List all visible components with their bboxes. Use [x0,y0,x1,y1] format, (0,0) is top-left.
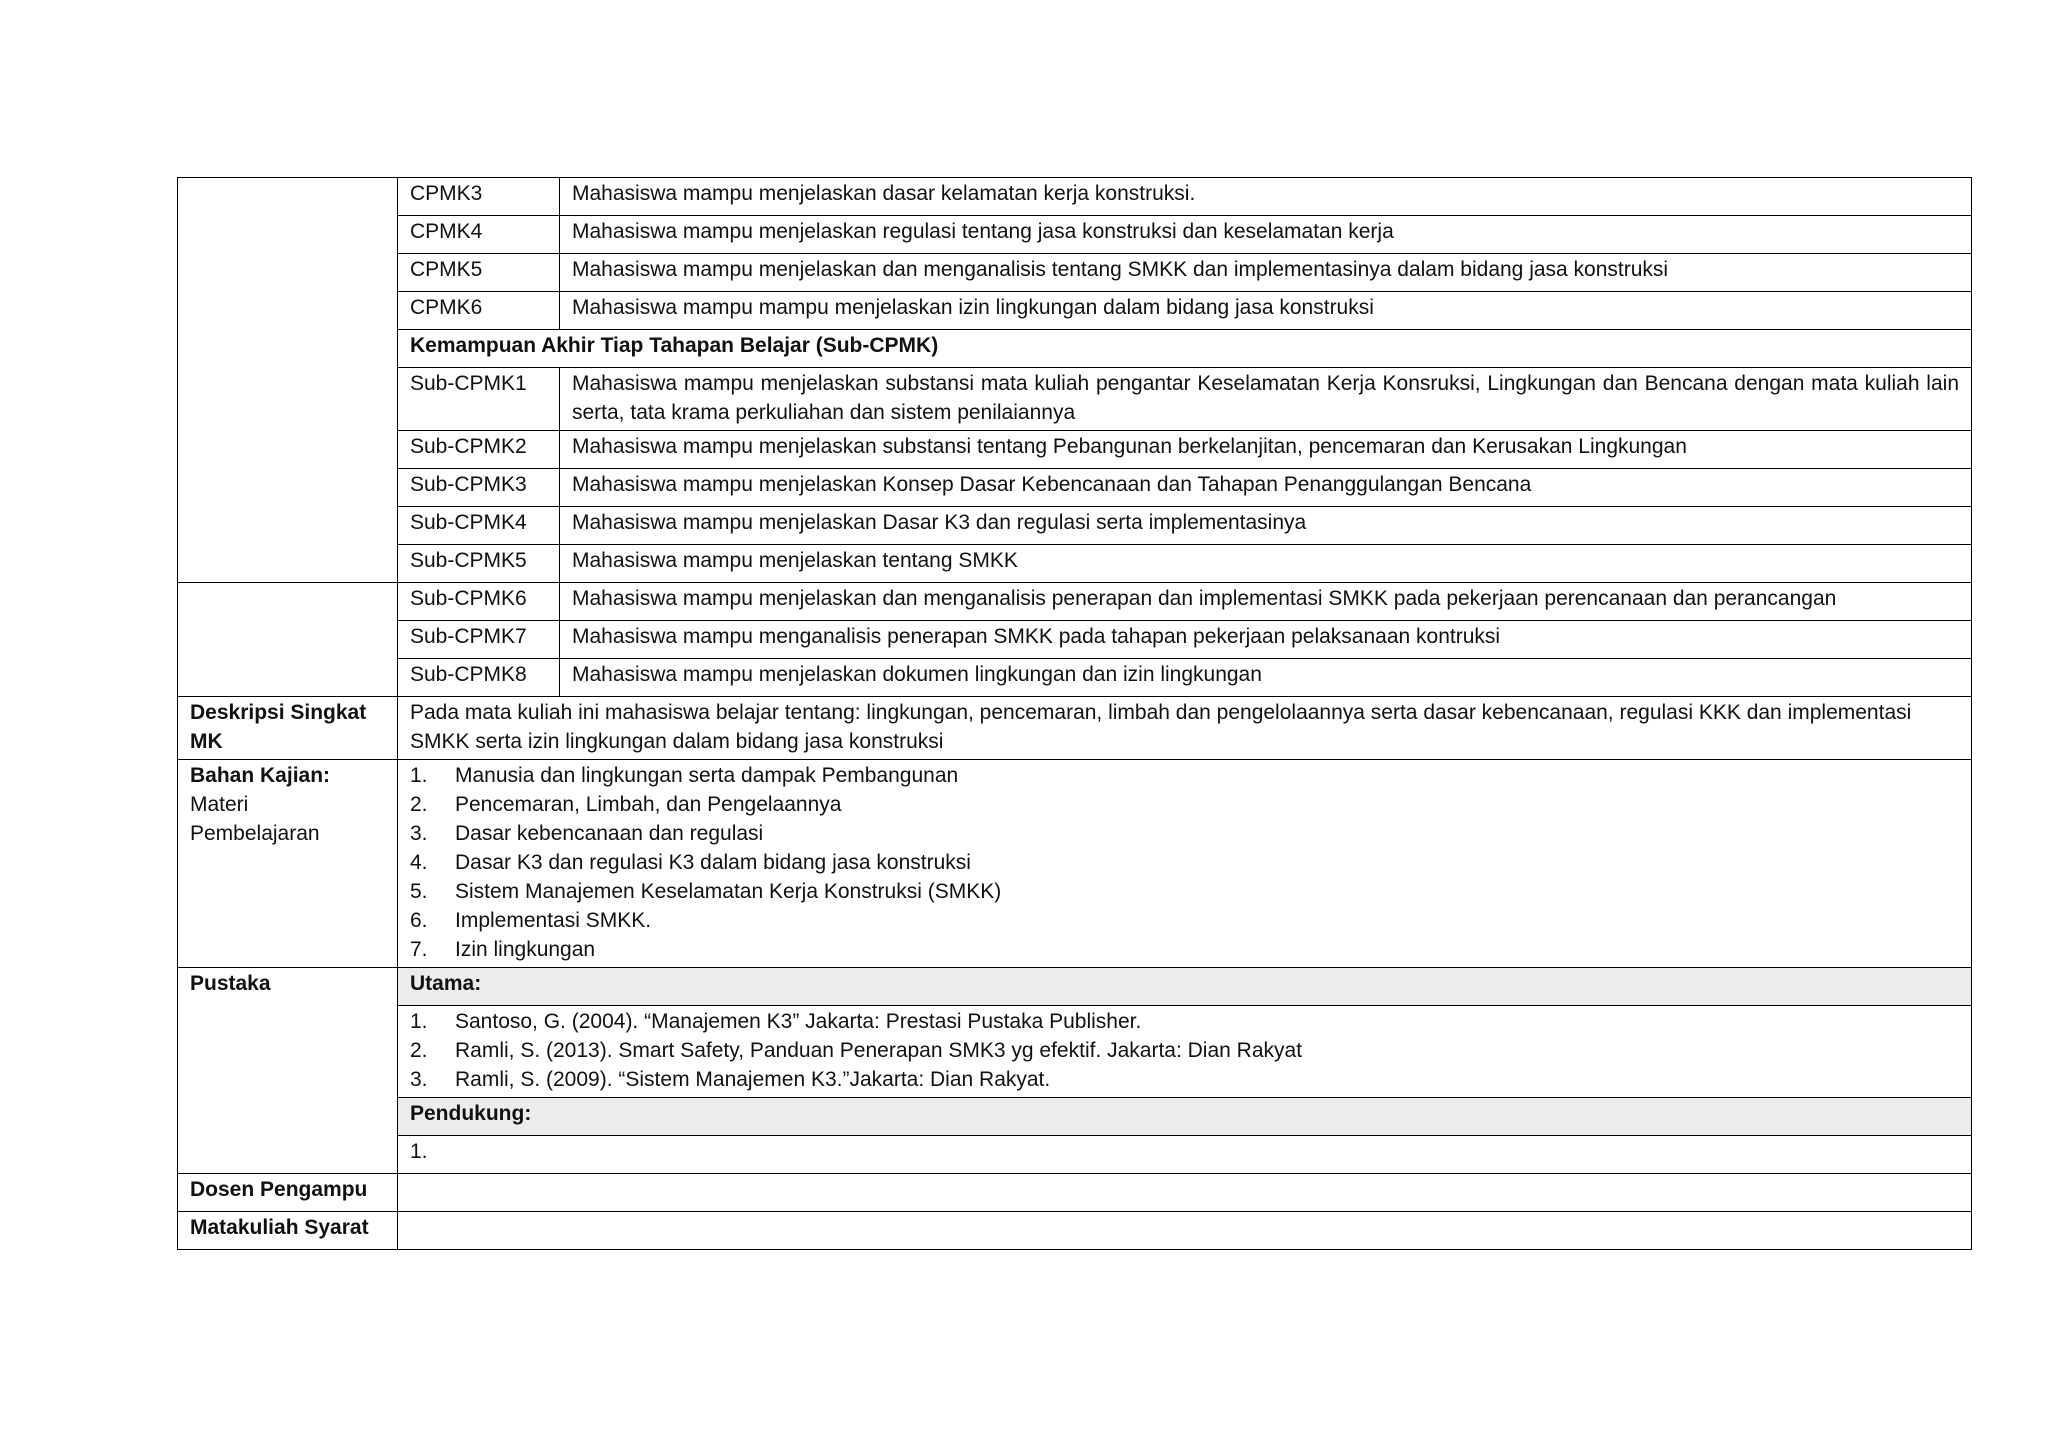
left-label-cell-empty [178,583,398,697]
pustaka-utama-row [178,1006,1972,1098]
pustaka-pendukung-content [398,1136,1972,1174]
sub-cpmk-text: Mahasiswa mampu menjelaskan substansi mata kuliah pengantar Keselamatan Kerja Konsruksi, Lingkungan dan Bencana dengan mata kuliah lain serta, tata krama perkuliahan dan sistem penilaiannya [560,368,1972,431]
cpmk-text: Mahasiswa mampu mampu menjelaskan izin lingkungan dalam bidang jasa konstruksi [560,292,1972,330]
deskripsi-label-line1: Deskripsi Singkat [190,701,367,724]
list-item [410,906,1959,935]
list-text: Dasar K3 dan regulasi K3 dalam bidang jasa konstruksi [455,851,971,874]
dosen-value [398,1174,1972,1212]
bahan-kajian-label-line2: Materi [190,793,249,816]
list-item [410,1036,1959,1065]
list-item [410,935,1959,964]
cpmk-row [178,216,1972,254]
sub-cpmk-code: Sub-CPMK8 [398,659,560,697]
list-number: 1. [410,1140,428,1163]
left-label-cell-empty [178,178,398,583]
bahan-kajian-label-line3: Pembelajaran [190,822,320,845]
list-text: Santoso, G. (2004). “Manajemen K3” Jakarta: Prestasi Pustaka Publisher. [455,1010,1142,1033]
list-text: Ramli, S. (2013). Smart Safety, Panduan Penerapan SMK3 yg efektif. Jakarta: Dian Rakyat [455,1039,1303,1062]
cpmk-text: Mahasiswa mampu menjelaskan dan menganalisis tentang SMKK dan implementasinya dalam bidang jasa konstruksi [560,254,1972,292]
sub-cpmk-text: Mahasiswa mampu menjelaskan dokumen lingkungan dan izin lingkungan [560,659,1972,697]
list-number: 2. [410,1039,428,1062]
list-number: 2. [410,793,428,816]
list-item [410,1007,1959,1036]
list-number: 3. [410,822,428,845]
sub-cpmk-code: Sub-CPMK6 [398,583,560,621]
pustaka-pendukung-heading-row [178,1098,1972,1136]
bahan-kajian-label [178,760,398,968]
cpmk-row [178,292,1972,330]
deskripsi-label [178,697,398,760]
sub-cpmk-code: Sub-CPMK7 [398,621,560,659]
bahan-kajian-row [178,760,1972,968]
list-text: Ramli, S. (2009). “Sistem Manajemen K3.”Jakarta: Dian Rakyat. [455,1068,1051,1091]
syarat-row [178,1212,1972,1250]
cpmk-code: CPMK6 [398,292,560,330]
list-number: 6. [410,909,428,932]
deskripsi-row [178,697,1972,760]
cpmk-row [178,254,1972,292]
cpmk-code: CPMK3 [398,178,560,216]
list-item [410,1137,1959,1166]
list-item [410,761,1959,790]
pustaka-label: Pustaka [178,968,398,1174]
pustaka-pendukung-list [410,1137,1959,1166]
syarat-label: Matakuliah Syarat [178,1212,398,1250]
list-number: 3. [410,1068,428,1091]
sub-cpmk-row [178,659,1972,697]
pustaka-pendukung-row [178,1136,1972,1174]
list-item [410,877,1959,906]
list-item [410,1065,1959,1094]
pustaka-pendukung-heading: Pendukung: [398,1098,1972,1136]
sub-cpmk-code: Sub-CPMK5 [398,545,560,583]
sub-cpmk-row [178,583,1972,621]
sub-cpmk-text: Mahasiswa mampu menjelaskan Konsep Dasar Kebencanaan dan Tahapan Penanggulangan Bencana [560,469,1972,507]
pustaka-utama-heading: Utama: [398,968,1972,1006]
cpmk-code: CPMK5 [398,254,560,292]
list-item [410,848,1959,877]
cpmk-text: Mahasiswa mampu menjelaskan regulasi tentang jasa konstruksi dan keselamatan kerja [560,216,1972,254]
pustaka-utama-list [410,1007,1959,1094]
sub-cpmk-text: Mahasiswa mampu menganalisis penerapan SMKK pada tahapan pekerjaan pelaksanaan kontruksi [560,621,1972,659]
cpmk-text: Mahasiswa mampu menjelaskan dasar kelamatan kerja konstruksi. [560,178,1972,216]
pustaka-utama-content [398,1006,1972,1098]
deskripsi-label-line2: MK [190,730,223,753]
sub-cpmk-text: Mahasiswa mampu menjelaskan dan menganalisis penerapan dan implementasi SMKK pada pekerjaan perencanaan dan perancangan [560,583,1972,621]
pustaka-utama-heading-row [178,968,1972,1006]
sub-cpmk-row [178,368,1972,431]
list-text: Manusia dan lingkungan serta dampak Pembangunan [455,764,959,787]
sub-cpmk-heading: Kemampuan Akhir Tiap Tahapan Belajar (Sub-CPMK) [398,330,1972,368]
sub-cpmk-row [178,507,1972,545]
list-text: Izin lingkungan [455,938,596,961]
list-number: 5. [410,880,428,903]
dosen-label: Dosen Pengampu [178,1174,398,1212]
sub-cpmk-code: Sub-CPMK4 [398,507,560,545]
list-number: 7. [410,938,428,961]
dosen-row [178,1174,1972,1212]
list-text: Pencemaran, Limbah, dan Pengelaannya [455,793,842,816]
sub-cpmk-code: Sub-CPMK1 [398,368,560,431]
sub-cpmk-text: Mahasiswa mampu menjelaskan Dasar K3 dan regulasi serta implementasinya [560,507,1972,545]
cpmk-row [178,178,1972,216]
cpmk-code: CPMK4 [398,216,560,254]
bahan-kajian-content [398,760,1972,968]
list-number: 1. [410,1010,428,1033]
list-number: 1. [410,764,428,787]
course-plan-table [177,177,1972,1250]
sub-cpmk-text: Mahasiswa mampu menjelaskan tentang SMKK [560,545,1972,583]
list-text: Sistem Manajemen Keselamatan Kerja Konstruksi (SMKK) [455,880,1002,903]
sub-cpmk-heading-row [178,330,1972,368]
list-item [410,819,1959,848]
list-number: 4. [410,851,428,874]
sub-cpmk-row [178,621,1972,659]
deskripsi-text: Pada mata kuliah ini mahasiswa belajar tentang: lingkungan, pencemaran, limbah dan pengelolaannya serta dasar kebencanaan, regulasi KKK dan implementasi SMKK serta izin lingkungan dalam bidang jasa konstruksi [398,697,1972,760]
sub-cpmk-text: Mahasiswa mampu menjelaskan substansi tentang Pebangunan berkelanjitan, pencemaran dan Kerusakan Lingkungan [560,431,1972,469]
sub-cpmk-row [178,545,1972,583]
sub-cpmk-row [178,431,1972,469]
syarat-value [398,1212,1972,1250]
list-text: Dasar kebencanaan dan regulasi [455,822,764,845]
sub-cpmk-code: Sub-CPMK2 [398,431,560,469]
bahan-kajian-label-bold: Bahan Kajian: [190,764,331,787]
bahan-kajian-list [410,761,1959,964]
sub-cpmk-code: Sub-CPMK3 [398,469,560,507]
list-text: Implementasi SMKK. [455,909,652,932]
sub-cpmk-row [178,469,1972,507]
list-item [410,790,1959,819]
